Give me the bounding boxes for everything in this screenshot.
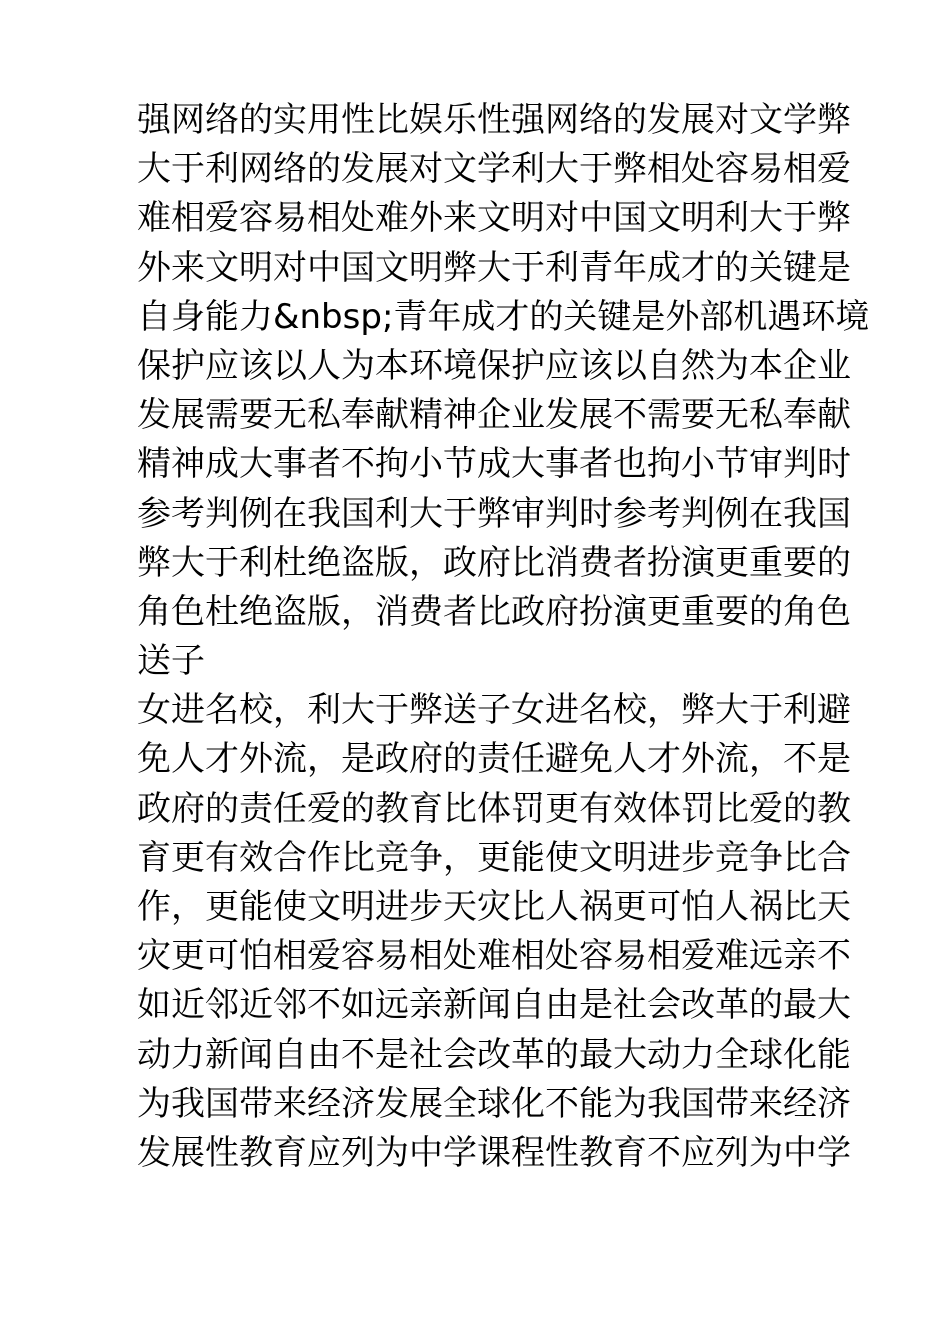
text-line-9: 参考判例在我国利大于弊审判时参考判例在我国 — [137, 493, 851, 534]
text-line-17: 作，更能使文明进步天灾比人祸更可怕人祸比天 — [137, 887, 851, 927]
text-line-20: 动力新闻自由不是社会改革的最大动力全球化能 — [137, 1034, 851, 1075]
text-line-3: 难相爱容易相处难外来文明对中国文明利大于弊 — [137, 198, 851, 239]
text-line-7: 发展需要无私奉献精神企业发展不需要无私奉献 — [137, 395, 851, 436]
document-body-text — [137, 96, 870, 1178]
text-line-2: 大于利网络的发展对文学利大于弊相处容易相爱 — [137, 149, 851, 190]
text-line-5: 自身能力&nbsp;青年成才的关键是外部机遇环境 — [137, 296, 870, 337]
text-line-15: 政府的责任爱的教育比体罚更有效体罚比爱的教 — [137, 788, 851, 829]
text-line-21: 为我国带来经济发展全球化不能为我国带来经济 — [137, 1083, 851, 1124]
text-line-1: 强网络的实用性比娱乐性强网络的发展对文学弊 — [137, 100, 851, 140]
text-line-8: 精神成大事者不拘小节成大事者也拘小节审判时 — [137, 444, 851, 485]
text-line-12: 送子 — [137, 641, 205, 682]
text-line-13: 女进名校，利大于弊送子女进名校，弊大于利避 — [137, 690, 851, 731]
text-line-4: 外来文明对中国文明弊大于利青年成才的关键是 — [137, 247, 851, 288]
text-line-22: 发展性教育应列为中学课程性教育不应列为中学 — [137, 1132, 851, 1173]
text-line-14: 免人才外流，是政府的责任避免人才外流，不是 — [137, 739, 851, 780]
text-line-16: 育更有效合作比竞争，更能使文明进步竞争比合 — [137, 837, 851, 878]
text-line-11: 角色杜绝盗版，消费者比政府扮演更重要的角色 — [137, 591, 851, 632]
text-line-18: 灾更可怕相爱容易相处难相处容易相爱难远亲不 — [137, 936, 851, 977]
text-line-6: 保护应该以人为本环境保护应该以自然为本企业 — [137, 345, 851, 386]
text-line-19: 如近邻近邻不如远亲新闻自由是社会改革的最大 — [137, 985, 851, 1026]
text-line-10: 弊大于利杜绝盗版，政府比消费者扮演更重要的 — [137, 542, 851, 583]
